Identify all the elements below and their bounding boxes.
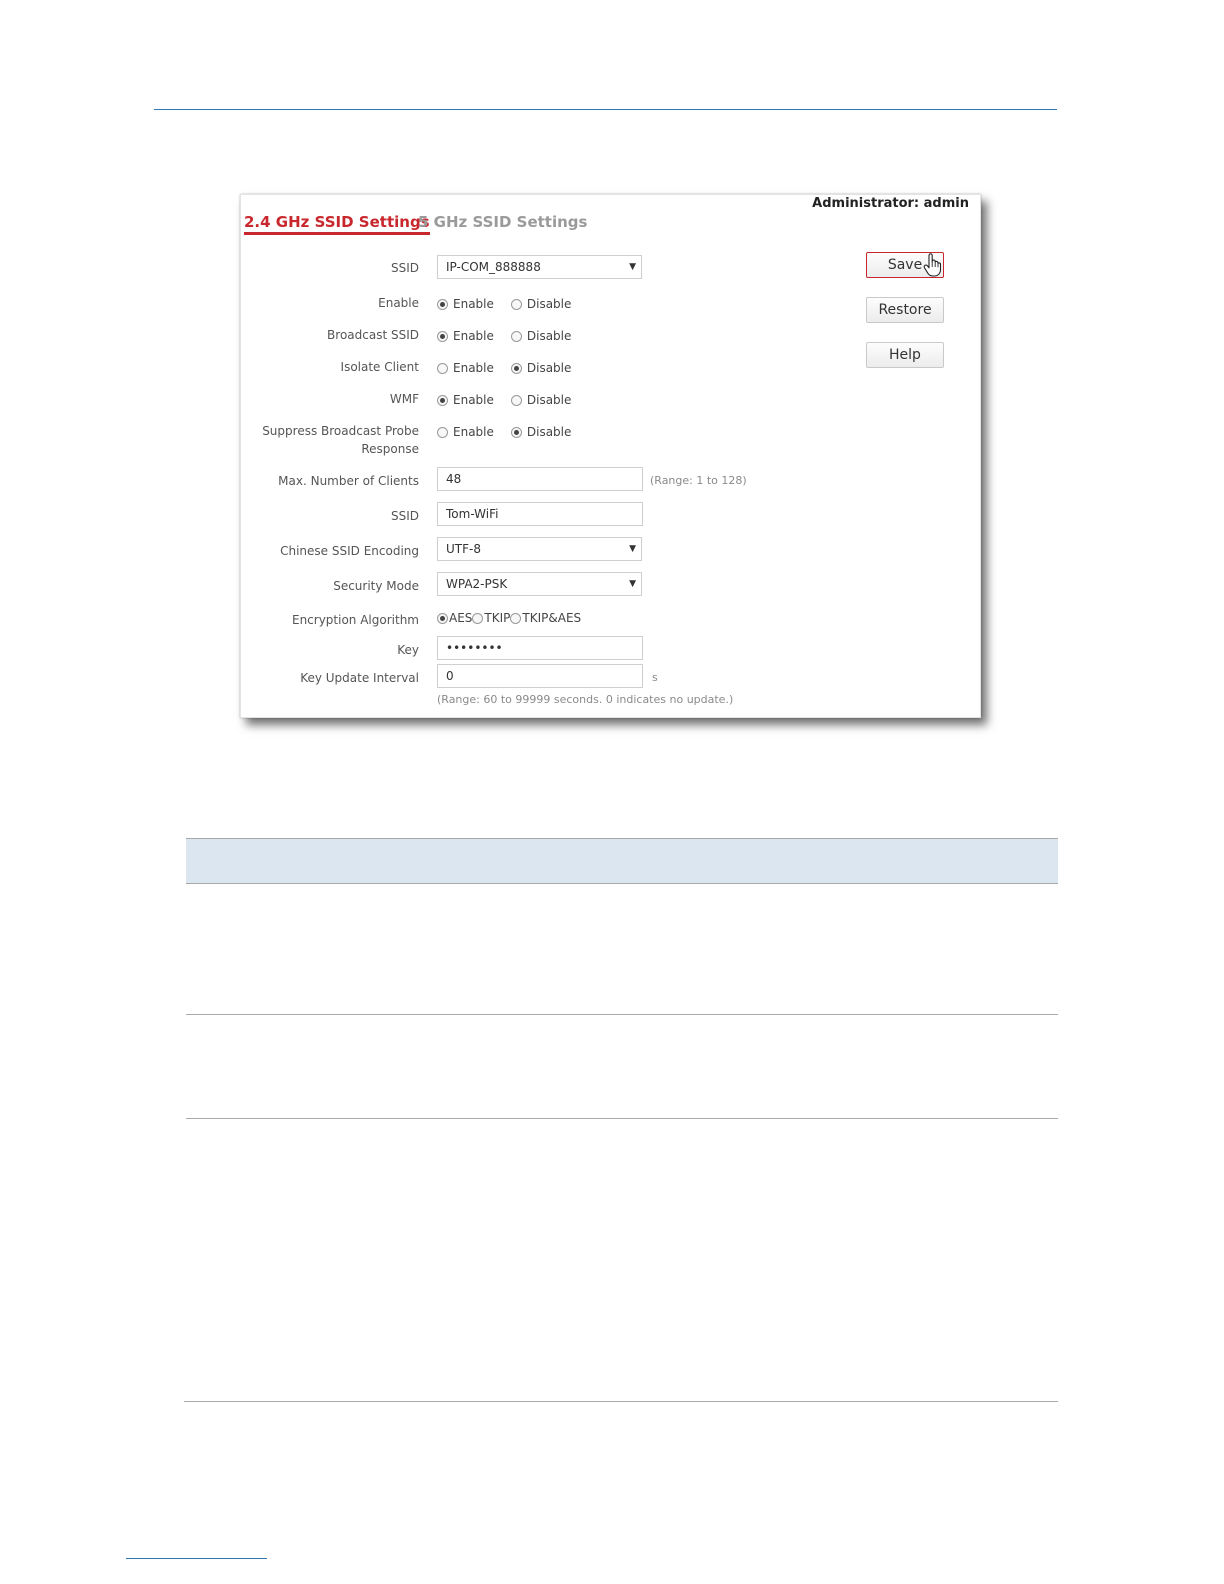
radio-checked-icon (511, 427, 522, 438)
radio-label: Disable (526, 329, 572, 343)
ssid-name-label: SSID (390, 509, 419, 523)
radio-checked-icon (511, 363, 522, 374)
wmf-radio-group (437, 392, 588, 408)
radio-unchecked-icon (511, 395, 522, 406)
max-clients-label: Max. Number of Clients (278, 474, 419, 488)
chinese-encoding-select[interactable] (437, 537, 642, 561)
ssid-select-label: SSID (390, 261, 419, 275)
key-update-unit: s (652, 671, 658, 684)
enable-radio-enable[interactable] (437, 296, 494, 312)
help-button[interactable]: Help (866, 342, 944, 368)
encryption-radio-aes[interactable] (437, 610, 472, 626)
radio-checked-icon (437, 613, 448, 624)
ssid-name-input[interactable]: Tom-WiFi (437, 502, 643, 526)
key-update-input[interactable]: 0 (437, 664, 643, 688)
radio-unchecked-icon (437, 363, 448, 374)
administrator-label: Administrator: admin (812, 196, 969, 211)
broadcast-ssid-label: Broadcast SSID (327, 328, 419, 342)
suppress-probe-label-line2: Response (361, 442, 419, 456)
enable-label: Enable (378, 296, 419, 310)
chevron-down-icon: ▼ (629, 544, 636, 554)
suppress-probe-radio-enable[interactable] (437, 424, 494, 440)
tab-5ghz-ssid-settings[interactable]: 5 GHz SSID Settings (418, 213, 588, 231)
broadcast-ssid-radio-disable[interactable] (511, 328, 572, 344)
encryption-radio-group (437, 610, 581, 626)
chevron-down-icon: ▼ (629, 579, 636, 589)
hand-pointer-icon (923, 253, 943, 277)
radio-unchecked-icon (437, 427, 448, 438)
key-update-label: Key Update Interval (300, 671, 419, 685)
radio-label: Enable (453, 425, 494, 439)
key-update-hint: (Range: 60 to 99999 seconds. 0 indicates no update.) (437, 693, 734, 706)
suppress-probe-label (262, 422, 419, 458)
wmf-radio-disable[interactable] (511, 392, 572, 408)
radio-label: Disable (526, 425, 572, 439)
ssid-settings-panel (240, 194, 981, 718)
key-label: Key (397, 643, 419, 657)
max-clients-input[interactable]: 48 (437, 467, 643, 491)
radio-label: Disable (526, 297, 572, 311)
table-header (186, 838, 1058, 884)
ssid-select[interactable] (437, 255, 642, 279)
suppress-probe-label-line1: Suppress Broadcast Probe (262, 424, 419, 438)
radio-label: Enable (453, 297, 494, 311)
radio-unchecked-icon (510, 613, 521, 624)
restore-button[interactable]: Restore (866, 297, 944, 323)
radio-checked-icon (437, 331, 448, 342)
key-input[interactable]: •••••••• (437, 636, 643, 660)
enable-radio-disable[interactable] (511, 296, 572, 312)
radio-unchecked-icon (511, 331, 522, 342)
wmf-radio-enable[interactable] (437, 392, 494, 408)
radio-checked-icon (437, 395, 448, 406)
radio-label: AES (449, 611, 473, 625)
table-row-divider (186, 1118, 1058, 1119)
tab-2-4ghz-ssid-settings[interactable]: 2.4 GHz SSID Settings (244, 213, 430, 235)
chinese-encoding-label: Chinese SSID Encoding (280, 544, 419, 558)
radio-label: Disable (526, 361, 572, 375)
header-rule (154, 109, 1057, 110)
isolate-client-label: Isolate Client (340, 360, 419, 374)
isolate-client-radio-enable[interactable] (437, 360, 494, 376)
radio-label: Enable (453, 329, 494, 343)
radio-label: Disable (526, 393, 572, 407)
enable-radio-group (437, 296, 588, 312)
isolate-client-radio-disable[interactable] (511, 360, 572, 376)
chevron-down-icon: ▼ (629, 262, 636, 272)
chinese-encoding-value: UTF-8 (446, 542, 481, 556)
radio-label: TKIP&AES (522, 611, 582, 625)
save-button[interactable]: Save (866, 252, 944, 278)
footer-link-rule (126, 1558, 267, 1559)
radio-unchecked-icon (511, 299, 522, 310)
isolate-client-radio-group (437, 360, 588, 376)
table-row-divider (186, 1014, 1058, 1015)
radio-label: TKIP (484, 611, 511, 625)
radio-checked-icon (437, 299, 448, 310)
wmf-label: WMF (389, 392, 419, 406)
encryption-radio-tkip-aes[interactable] (510, 610, 581, 626)
broadcast-ssid-radio-group (437, 328, 588, 344)
radio-label: Enable (453, 361, 494, 375)
radio-label: Enable (453, 393, 494, 407)
table-bottom-rule (184, 1401, 1058, 1402)
radio-unchecked-icon (472, 613, 483, 624)
encryption-radio-tkip[interactable] (472, 610, 510, 626)
security-mode-value: WPA2-PSK (446, 577, 508, 591)
security-mode-select[interactable] (437, 572, 642, 596)
broadcast-ssid-radio-enable[interactable] (437, 328, 494, 344)
max-clients-hint: (Range: 1 to 128) (650, 474, 747, 487)
security-mode-label: Security Mode (333, 579, 419, 593)
encryption-label: Encryption Algorithm (291, 613, 419, 627)
ssid-select-value: IP-COM_888888 (446, 260, 541, 274)
suppress-probe-radio-group (437, 424, 588, 440)
suppress-probe-radio-disable[interactable] (511, 424, 572, 440)
